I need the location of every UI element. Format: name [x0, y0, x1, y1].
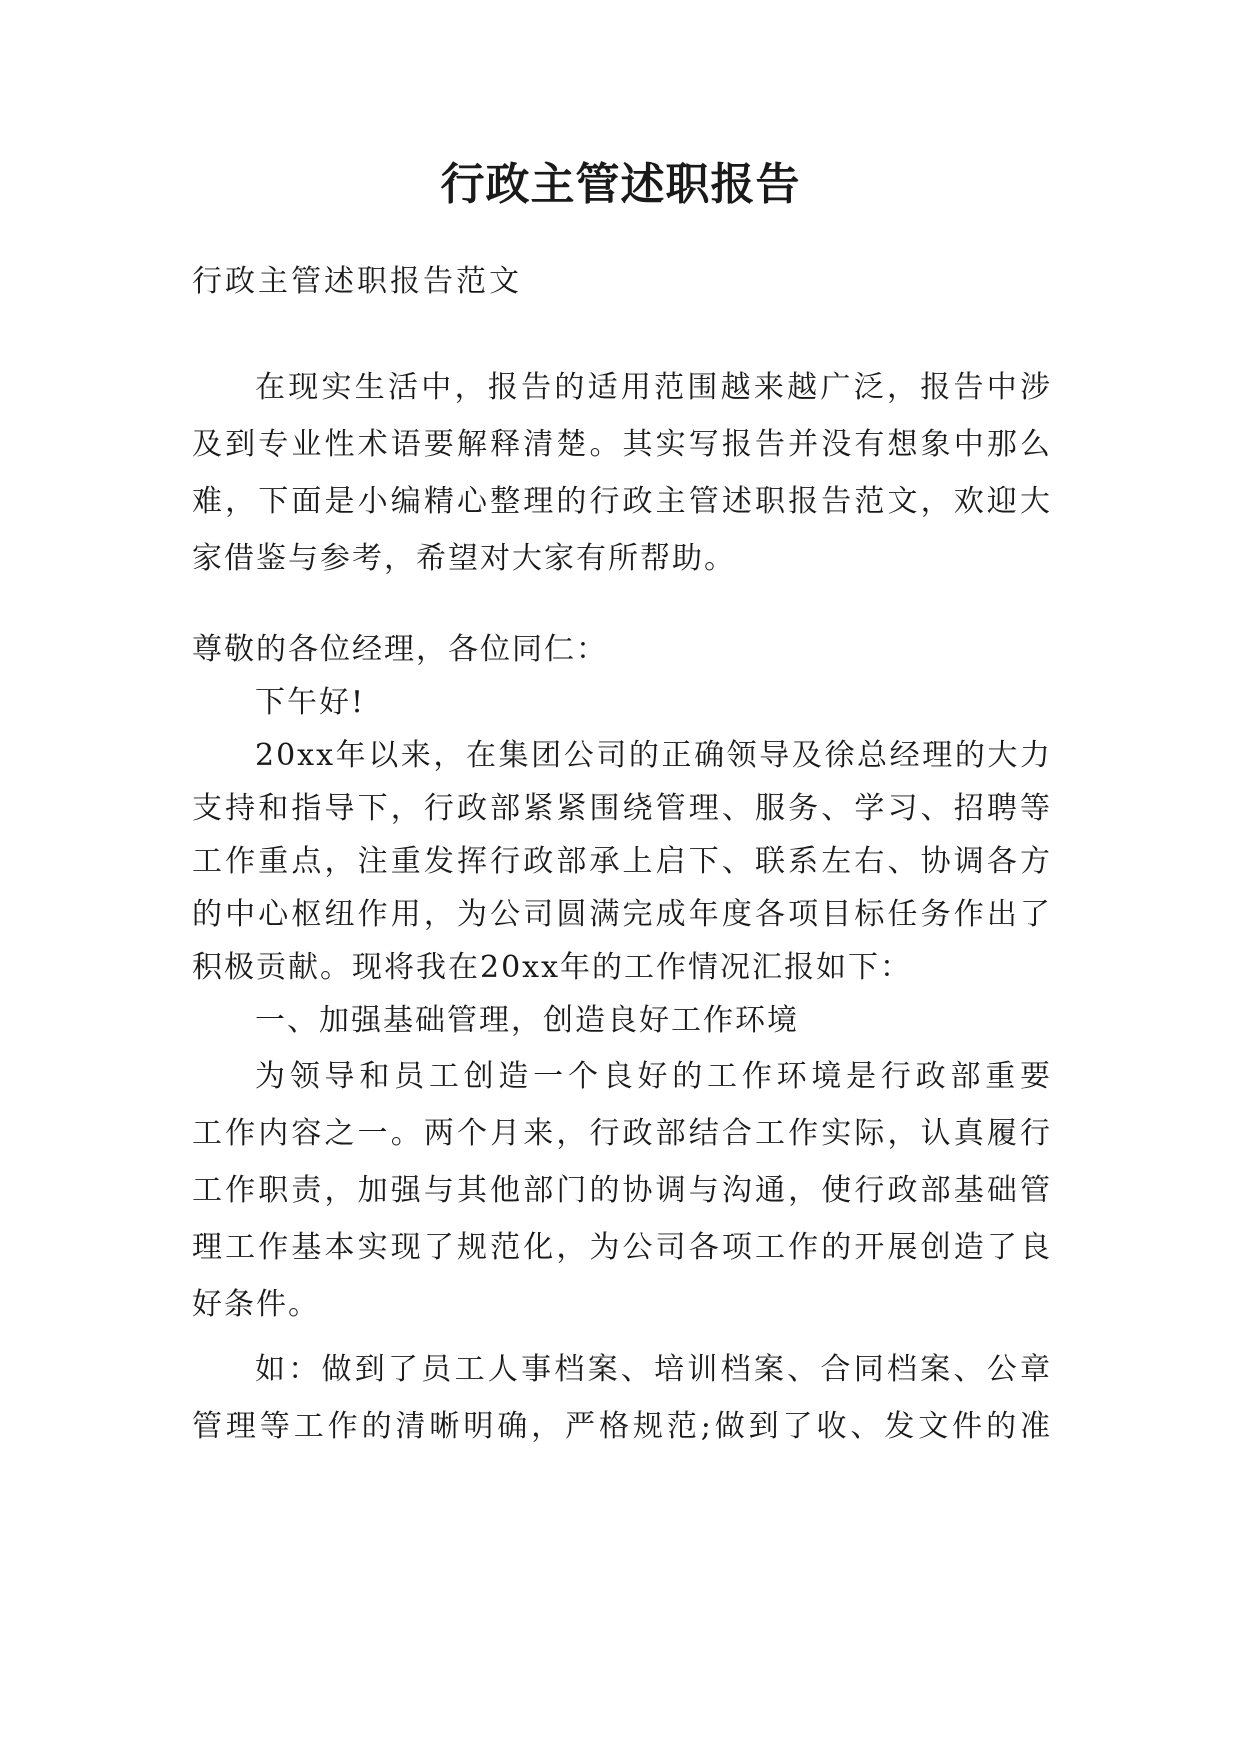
paragraph-line: 在现实生活中，报告的适用范围越来越广泛，报告中涉 [255, 370, 1052, 405]
paragraph-line: 工作内容之一。两个月来，行政部结合工作实际，认真履行 [192, 1116, 1052, 1151]
paragraph-line: 好条件。 [192, 1287, 320, 1322]
document-subtitle: 行政主管述职报告范文 [192, 264, 522, 299]
document-title: 行政主管述职报告 [440, 159, 801, 210]
greeting-line: 下午好! [255, 685, 366, 720]
paragraph-line: 管理等工作的清晰明确，严格规范;做到了收、发文件的准 [192, 1409, 1052, 1444]
paragraph-line: 及到专业性术语要解释清楚。其实写报告并没有想象中那么 [192, 427, 1052, 462]
paragraph-line: 理工作基本实现了规范化，为公司各项工作的开展创造了良 [192, 1230, 1052, 1265]
paragraph-line: 如：做到了员工人事档案、培训档案、合同档案、公章 [255, 1352, 1052, 1387]
paragraph-line: 工作重点，注重发挥行政部承上启下、联系左右、协调各方 [192, 844, 1052, 879]
salutation-line: 尊敬的各位经理，各位同仁： [192, 632, 608, 667]
paragraph-line: 20xx年以来，在集团公司的正确领导及徐总经理的大力 [255, 738, 1052, 773]
paragraph-line: 支持和指导下，行政部紧紧围绕管理、服务、学习、招聘等 [192, 791, 1052, 826]
paragraph-line: 的中心枢纽作用，为公司圆满完成年度各项目标任务作出了 [192, 897, 1052, 932]
paragraph-line: 工作职责，加强与其他部门的协调与沟通，使行政部基础管 [192, 1173, 1052, 1208]
paragraph-line: 难，下面是小编精心整理的行政主管述职报告范文，欢迎大 [192, 484, 1052, 519]
paragraph-line: 积极贡献。现将我在20xx年的工作情况汇报如下： [192, 950, 913, 985]
paragraph-line: 为领导和员工创造一个良好的工作环境是行政部重要 [255, 1059, 1052, 1094]
paragraph-line: 家借鉴与参考，希望对大家有所帮助。 [192, 541, 736, 576]
section-heading: 一、加强基础管理，创造良好工作环境 [255, 1003, 799, 1038]
